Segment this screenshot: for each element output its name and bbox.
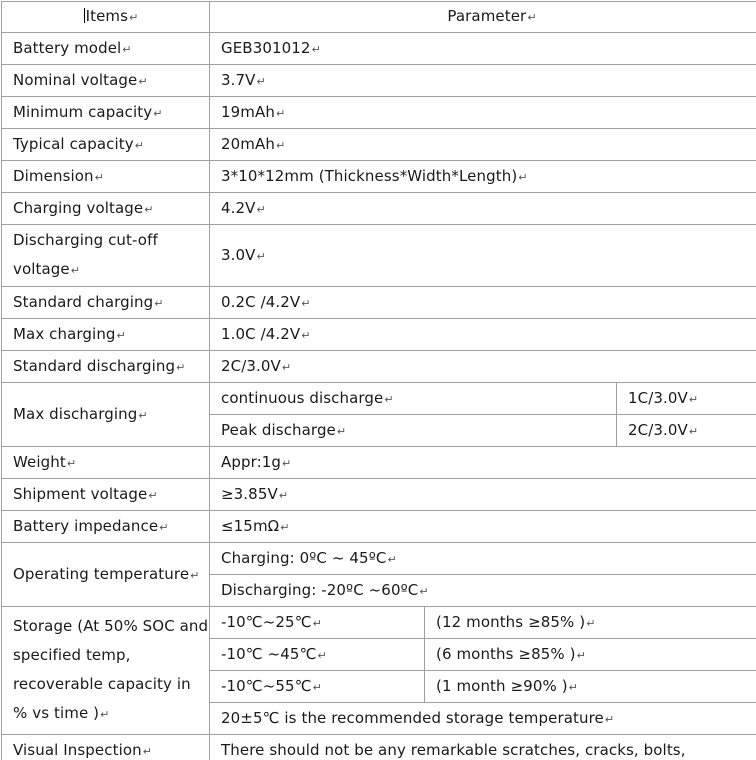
row-label: Storage (At 50% SOC and specified temp, recoverable capacity in % vs time )↵: [2, 607, 210, 735]
row-label: Max charging↵: [2, 319, 210, 351]
row-label: Max discharging↵: [2, 383, 210, 447]
table-row: [2, 351, 756, 383]
table-row: [2, 479, 756, 511]
row-value: Appr:1g↵: [210, 447, 756, 479]
row-value: ≥3.85V↵: [210, 479, 756, 511]
table-row: [2, 607, 756, 639]
row-label: Typical capacity↵: [2, 129, 210, 161]
row-value: 3.7V↵: [210, 65, 756, 97]
row-value: 1C/3.0V↵: [617, 383, 756, 415]
row-value: 2C/3.0V↵: [210, 351, 756, 383]
row-value: Discharging: -20ºC ~60ºC↵: [210, 575, 756, 607]
row-label: Operating temperature↵: [2, 543, 210, 607]
row-value: 4.2V↵: [210, 193, 756, 225]
row-value: 3.0V↵: [210, 225, 756, 287]
table-row: [2, 543, 756, 575]
table-row: [2, 161, 756, 193]
table-row: [2, 97, 756, 129]
row-label: Shipment voltage↵: [2, 479, 210, 511]
row-label: Standard charging↵: [2, 287, 210, 319]
row-value: 19mAh↵: [210, 97, 756, 129]
row-label: Weight↵: [2, 447, 210, 479]
row-value: 0.2C /4.2V↵: [210, 287, 756, 319]
table-row: [2, 319, 756, 351]
row-value: (1 month ≥90% )↵: [425, 671, 756, 703]
row-label: Visual Inspection↵: [2, 735, 210, 760]
table-row: [2, 511, 756, 543]
row-value: Charging: 0ºC ~ 45ºC↵: [210, 543, 756, 575]
header-parameter-cell: Parameter↵: [210, 2, 756, 33]
row-value: GEB301012↵: [210, 33, 756, 65]
row-label: Nominal voltage↵: [2, 65, 210, 97]
table-row: [2, 383, 756, 415]
row-label: Standard discharging↵: [2, 351, 210, 383]
row-label: Charging voltage↵: [2, 193, 210, 225]
row-value: -10℃~25℃↵: [210, 607, 425, 639]
table-row: [2, 225, 756, 287]
table-row: [2, 33, 756, 65]
row-label: Dimension↵: [2, 161, 210, 193]
table-row: [2, 447, 756, 479]
table-header-row: [2, 2, 756, 33]
row-value: 2C/3.0V↵: [617, 415, 756, 447]
row-label: Battery model↵: [2, 33, 210, 65]
row-value: 3*10*12mm (Thickness*Width*Length)↵: [210, 161, 756, 193]
row-value: 20mAh↵: [210, 129, 756, 161]
table-row: [2, 65, 756, 97]
header-items-cell: Items↵: [2, 2, 210, 33]
table-row: [2, 193, 756, 225]
row-value: 1.0C /4.2V↵: [210, 319, 756, 351]
row-value: ≤15mΩ↵: [210, 511, 756, 543]
row-value: -10℃~55℃↵: [210, 671, 425, 703]
row-value: (12 months ≥85% )↵: [425, 607, 756, 639]
row-label: Battery impedance↵: [2, 511, 210, 543]
row-value: (6 months ≥85% )↵: [425, 639, 756, 671]
text-cursor: [84, 8, 85, 23]
row-value: There should not be any remarkable scratches, cracks, bolts,: [210, 735, 756, 760]
battery-spec-table: [1, 1, 756, 760]
row-value: continuous discharge↵: [210, 383, 617, 415]
row-label: Minimum capacity↵: [2, 97, 210, 129]
table-row: [2, 735, 756, 760]
row-label: Discharging cut-off voltage↵: [2, 225, 210, 287]
table-row: [2, 129, 756, 161]
row-value: 20±5℃ is the recommended storage temperature↵: [210, 703, 756, 735]
row-value: Peak discharge↵: [210, 415, 617, 447]
table-row: [2, 287, 756, 319]
row-value: -10℃ ~45℃↵: [210, 639, 425, 671]
